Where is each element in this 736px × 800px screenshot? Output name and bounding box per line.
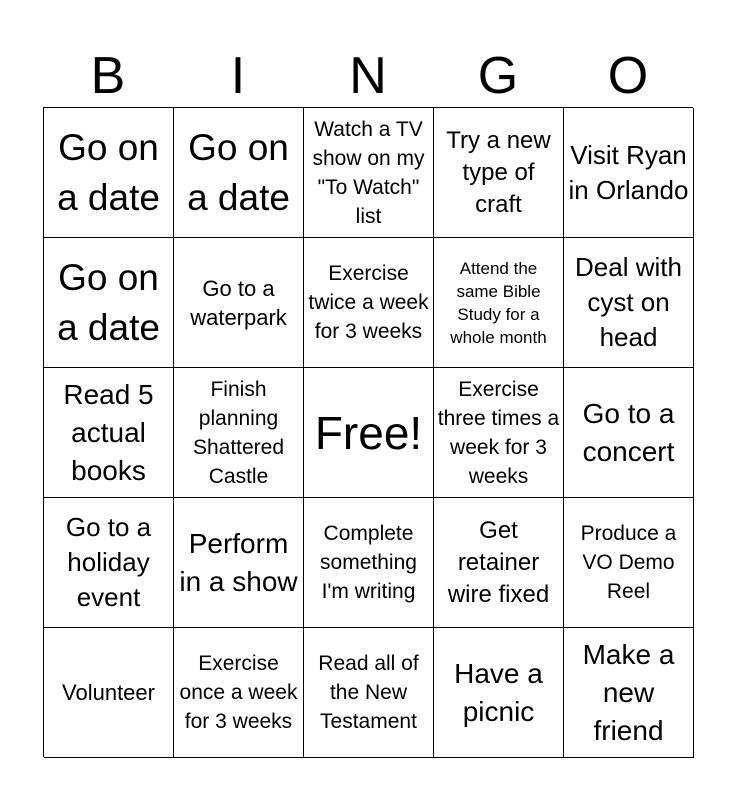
cell-text: Read all of the New Testament xyxy=(318,652,419,733)
cell-text: Exercise twice a week for 3 weeks xyxy=(308,262,429,343)
bingo-cell-r2c1[interactable] xyxy=(44,238,174,368)
bingo-cell-free[interactable] xyxy=(304,368,434,498)
bingo-cell-r5c2[interactable] xyxy=(174,628,304,758)
cell-text: Try a new type of craft xyxy=(446,126,551,218)
cell-text: Go on a date xyxy=(187,126,290,218)
cell-text: Have a picnic xyxy=(454,657,543,727)
header-letter-o: O xyxy=(607,47,649,105)
cell-text: Go on a date xyxy=(57,256,160,348)
bingo-card-grid xyxy=(43,107,693,757)
bingo-header xyxy=(43,44,693,108)
bingo-cell-r3c2[interactable] xyxy=(174,368,304,498)
bingo-cell-r2c3[interactable] xyxy=(304,238,434,368)
header-letter-b: B xyxy=(90,47,126,105)
cell-text: Go to a holiday event xyxy=(65,512,152,612)
cell-text: Deal with cyst on head xyxy=(575,252,682,352)
cell-text: Exercise three times a week for 3 weeks xyxy=(437,377,560,488)
cell-text: Get retainer wire fixed xyxy=(447,516,550,608)
bingo-cell-r1c3[interactable] xyxy=(304,108,434,238)
bingo-cell-r2c2[interactable] xyxy=(174,238,304,368)
bingo-cell-r4c1[interactable] xyxy=(44,498,174,628)
bingo-cell-r2c4[interactable] xyxy=(434,238,564,368)
bingo-cell-r5c4[interactable] xyxy=(434,628,564,758)
bingo-cell-r3c1[interactable] xyxy=(44,368,174,498)
cell-text: Read 5 actual books xyxy=(63,378,154,486)
bingo-cell-r4c4[interactable] xyxy=(434,498,564,628)
cell-text: Volunteer xyxy=(62,680,155,705)
cell-text: Watch a TV show on my "To Watch" list xyxy=(312,117,425,228)
bingo-cell-r3c4[interactable] xyxy=(434,368,564,498)
bingo-cell-r4c5[interactable] xyxy=(564,498,694,628)
cell-text: Go on a date xyxy=(57,126,160,218)
header-letter-n: N xyxy=(349,47,387,105)
bingo-cell-r2c5[interactable] xyxy=(564,238,694,368)
free-space-text: Free! xyxy=(314,406,423,459)
bingo-cell-r5c5[interactable] xyxy=(564,628,694,758)
bingo-cell-r5c1[interactable] xyxy=(44,628,174,758)
bingo-cell-r4c2[interactable] xyxy=(174,498,304,628)
cell-text: Go to a concert xyxy=(582,397,675,467)
cell-text: Visit Ryan in Orlando xyxy=(568,139,689,205)
cell-text: Finish planning Shattered Castle xyxy=(192,377,285,488)
bingo-cell-r1c5[interactable] xyxy=(564,108,694,238)
bingo-cell-r1c4[interactable] xyxy=(434,108,564,238)
bingo-cell-r5c3[interactable] xyxy=(304,628,434,758)
bingo-cell-r1c1[interactable] xyxy=(44,108,174,238)
cell-text: Exercise once a week for 3 weeks xyxy=(179,652,298,733)
header-letter-i: I xyxy=(230,47,246,105)
bingo-cell-r1c2[interactable] xyxy=(174,108,304,238)
bingo-cell-r3c5[interactable] xyxy=(564,368,694,498)
cell-text: Complete something I'm writing xyxy=(320,522,417,603)
cell-text: Perform in a show xyxy=(179,527,298,597)
cell-text: Attend the same Bible Study for a whole month xyxy=(450,258,547,347)
bingo-cell-r4c3[interactable] xyxy=(304,498,434,628)
cell-text: Go to a waterpark xyxy=(190,275,287,330)
cell-text: Produce a VO Demo Reel xyxy=(580,522,677,603)
cell-text: Make a new friend xyxy=(582,638,675,746)
header-letter-g: G xyxy=(477,47,519,105)
